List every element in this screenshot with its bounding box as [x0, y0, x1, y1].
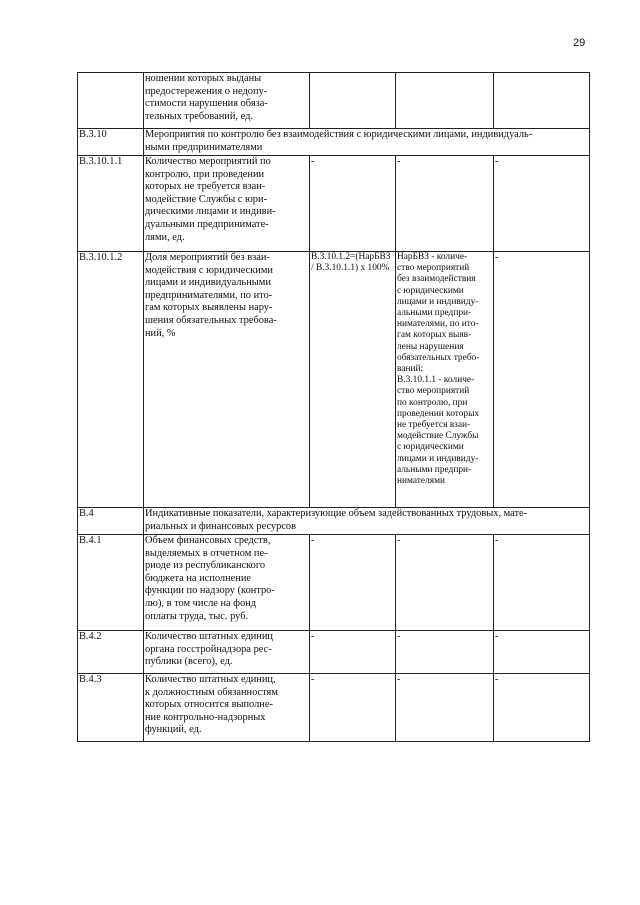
table-row [78, 674, 590, 742]
row-description: - [396, 156, 494, 252]
row-description [396, 73, 494, 129]
row-extra: - [494, 535, 590, 631]
row-code: В.4.2 [78, 631, 144, 674]
section-title: Мероприятия по контролю без взаимодействия с юридическими лицами, индивидуаль- ными предпринимателями [144, 129, 590, 156]
row-code: В.4.1 [78, 535, 144, 631]
row-extra: - [494, 252, 590, 508]
table-row [78, 156, 590, 252]
row-code: В.4.3 [78, 674, 144, 742]
row-description: - [396, 535, 494, 631]
row-code: В.3.10.1.1 [78, 156, 144, 252]
row-description: - [396, 674, 494, 742]
table-row [78, 631, 590, 674]
row-formula: - [310, 674, 396, 742]
row-extra: - [494, 674, 590, 742]
row-extra: - [494, 156, 590, 252]
row-code: В.4 [78, 508, 144, 535]
section-row [78, 508, 590, 535]
row-name: Количество штатных единиц, к должностным обязанностям которых относится выполне- ние контрольно-надзорных функций, ед. [144, 674, 310, 742]
row-name: Доля мероприятий без взаи- модействия с юридическими лицами и индивидуальными предпринимателями, по ито- гам которых выявлены нару- шения обязательных требова- ний, % [144, 252, 310, 508]
row-description: НарБВЗ - количе- ство мероприятий без взаимодействия с юридическими лицами и индивиду- альными предпри- нимателями, по ито- гам которых выяв- лены нарушения обязательных требо- ваний; В.3.10.1.1 - количе- ство мероприятий по контролю, при проведении которых не требуется взаи- модействие Службы с юридическими лицами и индивиду- альными предпри- нимателями [396, 252, 494, 508]
row-formula: В.3.10.1.2=(НарБВЗ / В.3.10.1.1) х 100% [310, 252, 396, 508]
row-formula [310, 73, 396, 129]
indicators-table [77, 72, 590, 742]
table-row [78, 73, 590, 129]
row-code: В.3.10 [78, 129, 144, 156]
row-formula: - [310, 631, 396, 674]
row-formula: - [310, 535, 396, 631]
row-formula: - [310, 156, 396, 252]
row-code [78, 73, 144, 129]
table-row [78, 535, 590, 631]
row-name: Объем финансовых средств, выделяемых в отчетном пе- риоде из республиканского бюджета на исполнение функции по надзору (контро- лю), в том числе на фонд оплаты труда, тыс. руб. [144, 535, 310, 631]
row-name: Количество мероприятий по контролю, при проведении которых не требуется взаи- модействие Службы с юри- дическими лицами и индиви- дуальными предпринимате- лями, ед. [144, 156, 310, 252]
table-row [78, 252, 590, 508]
section-row [78, 129, 590, 156]
row-code: В.3.10.1.2 [78, 252, 144, 508]
row-extra: - [494, 631, 590, 674]
row-name: Количество штатных единиц органа госстройнадзора рес- публики (всего), ед. [144, 631, 310, 674]
row-name: ношении которых выданы предостережения о недопу- стимости нарушения обяза- тельных требований, ед. [144, 73, 310, 129]
section-title: Индикативные показатели, характеризующие объем задействованных трудовых, мате- риальных и финансовых ресурсов [144, 508, 590, 535]
page-number: 29 [573, 37, 586, 49]
row-extra [494, 73, 590, 129]
row-description: - [396, 631, 494, 674]
